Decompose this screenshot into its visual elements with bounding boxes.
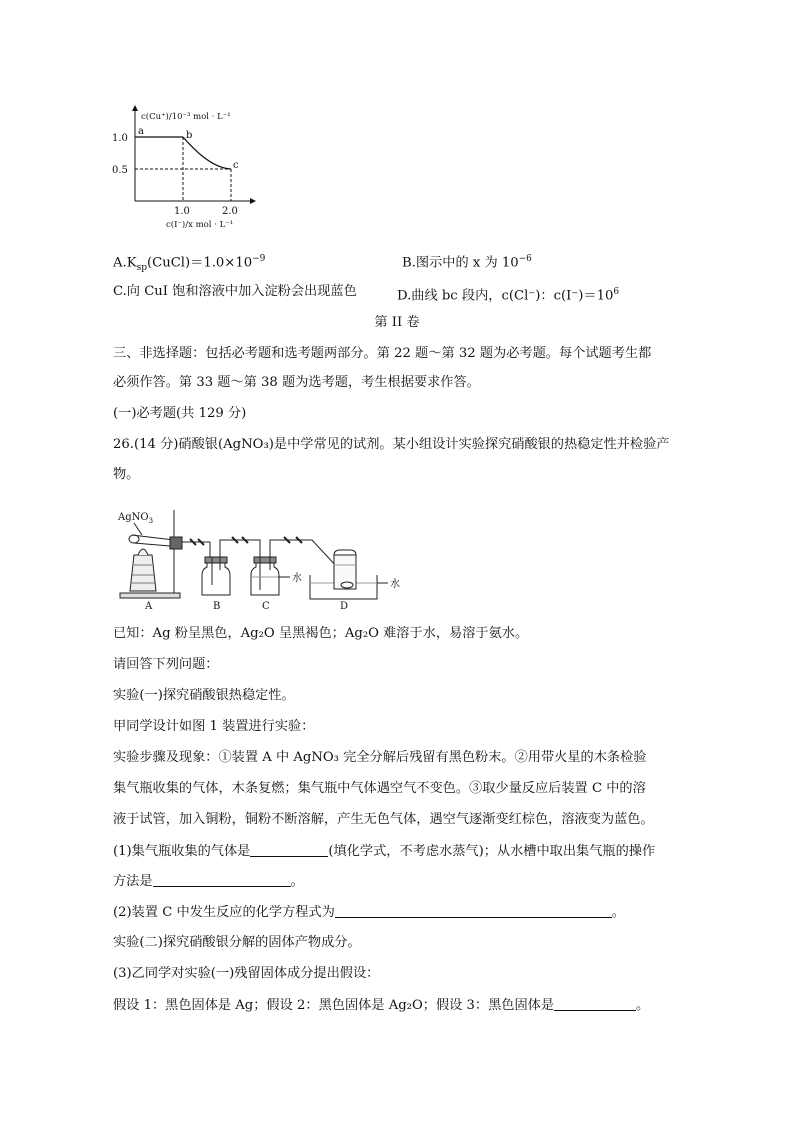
label-d: D (340, 601, 349, 612)
curve-bc (183, 137, 231, 169)
part3-line2: 必须作答。第 33 题～第 38 题为选考题，考生根据要求作答。 (113, 375, 480, 390)
q26-line2: 物。 (113, 467, 140, 482)
exp2-title: 实验(二)探究硝酸银分解的固体产物成分。 (113, 935, 361, 950)
answer-blank-operation[interactable] (153, 872, 291, 887)
water-label-d: 水 (390, 579, 400, 590)
option-d: D.曲线 bc 段内，c(Cl⁻)：$c(I^-)=10^6$ (397, 287, 620, 304)
answer-prompt: 请回答下列问题： (113, 657, 219, 672)
exp1-title: 实验(一)探究硝酸银热稳定性。 (113, 688, 295, 703)
x-tick-label: 2.0 (222, 206, 238, 217)
apparatus-diagram (112, 495, 412, 613)
x-axis-label: c(I⁻)/x mol · L⁻¹ (166, 220, 234, 230)
q26-line1: 26.(14 分)硝酸银(AgNO₃)是中学常见的试剂。某小组设计实验探究硝酸银的热稳定性并检验产 (113, 437, 670, 452)
y-tick-label: 0.5 (112, 165, 128, 176)
label-c: C (262, 601, 270, 612)
option-c: C.向 CuI 饱和溶液中加入淀粉会出现蓝色 (113, 284, 357, 299)
steps-line2: 集气瓶收集的气体，木条复燃；集气瓶中气体遇空气不变色。③取少量反应后装置 C 中的溶 (113, 781, 646, 796)
q3-line2: 假设 1：黑色固体是 Ag；假设 2：黑色固体是 Ag₂O；假设 3：黑色固体是 。 (113, 998, 650, 1013)
x-tick-label: 1.0 (174, 206, 190, 217)
option-a: $A.K_{sp}(CuCl)=1.0\times 10^{-9}$ (113, 254, 266, 274)
answer-blank-equation[interactable] (335, 903, 612, 918)
answer-blank-hypothesis[interactable] (554, 996, 636, 1011)
exp1-intro: 甲同学设计如图 1 装置进行实验： (113, 719, 315, 734)
label-a: A (145, 601, 153, 612)
q1-line1: (1)集气瓶收集的气体是 (填化学式，不考虑水蒸气)；从水槽中取出集气瓶的操作 (113, 844, 656, 859)
point-label-a: a (138, 126, 144, 137)
point-label-b: b (186, 130, 193, 141)
y-axis-label: c(Cu⁺)/10⁻³ mol · L⁻¹ (141, 112, 231, 122)
cu-iodide-chart (108, 100, 258, 232)
section-title: 第 II 卷 (374, 315, 420, 330)
label-b: B (213, 601, 221, 612)
q2-line: (2)装置 C 中发生反应的化学方程式为 。 (113, 905, 625, 920)
required-heading: (一)必考题(共 129 分) (113, 406, 247, 421)
steps-line3: 液于试管，加入铜粉，铜粉不断溶解，产生无色气体，遇空气逐渐变红棕色，溶液变为蓝色。 (113, 812, 654, 827)
y-tick-label: 1.0 (112, 133, 128, 144)
point-label-c: c (233, 160, 239, 171)
part3-line1: 三、非选择题：包括必考题和选考题两部分。第 22 题～第 32 题为必考题。每个试题考生都 (113, 346, 652, 361)
answer-blank-gas[interactable] (250, 842, 328, 857)
svg-text:AgNO3: AgNO$_3$ (118, 512, 154, 525)
q1-line2: 方法是 。 (113, 874, 304, 889)
option-b: B.图示中的 x 为 $10^{-6}$ (402, 254, 532, 271)
known-info: 已知：Ag 粉呈黑色，Ag₂O 呈黑褐色；Ag₂O 难溶于水，易溶于氨水。 (113, 626, 529, 641)
q3-line1: (3)乙同学对实验(一)残留固体成分提出假设： (113, 966, 380, 981)
steps-line1: 实验步骤及现象：①装置 A 中 AgNO₃ 完全分解后残留有黑色粉末。②用带火星的木条检验 (113, 750, 647, 765)
water-label-c: 水 (292, 573, 302, 584)
